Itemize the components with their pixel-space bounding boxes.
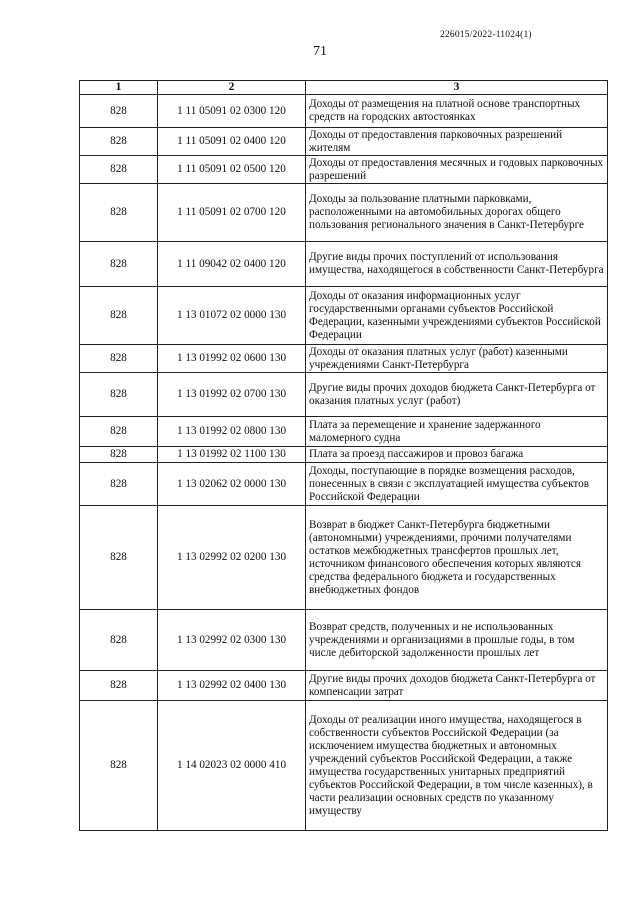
revenue-name-cell: Доходы от размещения на платной основе транспортных средств на городских автостоянках bbox=[306, 95, 608, 128]
page-number: 71 bbox=[313, 44, 327, 59]
revenue-code-cell: 1 13 02992 02 0400 130 bbox=[158, 671, 306, 701]
table-row bbox=[80, 610, 608, 671]
admin-code-cell: 828 bbox=[80, 463, 158, 506]
revenue-name-cell: Плата за перемещение и хранение задержанного маломерного судна bbox=[306, 417, 608, 447]
table-row bbox=[80, 128, 608, 156]
admin-code-cell: 828 bbox=[80, 156, 158, 184]
revenue-code-cell: 1 13 01992 02 1100 130 bbox=[158, 447, 306, 463]
revenue-code-cell: 1 11 09042 02 0400 120 bbox=[158, 242, 306, 287]
admin-code-cell: 828 bbox=[80, 506, 158, 610]
admin-code-cell: 828 bbox=[80, 128, 158, 156]
table-row bbox=[80, 345, 608, 373]
admin-code-cell: 828 bbox=[80, 373, 158, 417]
revenue-code-cell: 1 13 01992 02 0600 130 bbox=[158, 345, 306, 373]
revenue-name-cell: Другие виды прочих доходов бюджета Санкт-Петербурга от компенсации затрат bbox=[306, 671, 608, 701]
revenue-name-cell: Доходы от оказания информационных услуг государственными органами субъектов Российской Федерации, казенными учреждениями субъектов Российской Федерации bbox=[306, 287, 608, 345]
revenue-code-cell: 1 13 01072 02 0000 130 bbox=[158, 287, 306, 345]
revenue-name-cell: Плата за проезд пассажиров и провоз багажа bbox=[306, 447, 608, 463]
table-row bbox=[80, 184, 608, 242]
document-id: 226015/2022-11024(1) bbox=[440, 30, 532, 40]
table-header-row bbox=[80, 81, 608, 95]
table-row bbox=[80, 373, 608, 417]
column-header-2: 2 bbox=[158, 81, 306, 95]
table-row bbox=[80, 671, 608, 701]
admin-code-cell: 828 bbox=[80, 184, 158, 242]
revenue-name-cell: Другие виды прочих поступлений от использования имущества, находящегося в собственности Санкт-Петербурга bbox=[306, 242, 608, 287]
admin-code-cell: 828 bbox=[80, 345, 158, 373]
column-header-1: 1 bbox=[80, 81, 158, 95]
admin-code-cell: 828 bbox=[80, 447, 158, 463]
table-row bbox=[80, 287, 608, 345]
admin-code-cell: 828 bbox=[80, 671, 158, 701]
admin-code-cell: 828 bbox=[80, 701, 158, 831]
revenue-code-cell: 1 11 05091 02 0500 120 bbox=[158, 156, 306, 184]
revenue-code-cell: 1 11 05091 02 0700 120 bbox=[158, 184, 306, 242]
revenue-code-cell: 1 13 01992 02 0700 130 bbox=[158, 373, 306, 417]
revenue-name-cell: Возврат в бюджет Санкт-Петербурга бюджетными (автономными) учреждениями, прочими получателями остатков межбюджетных трансфертов прошлых лет, источником финансового обеспечения которых являются средства федерального бюджета и государственных внебюджетных фондов bbox=[306, 506, 608, 610]
table-row bbox=[80, 447, 608, 463]
revenue-code-cell: 1 13 02992 02 0200 130 bbox=[158, 506, 306, 610]
column-header-3: 3 bbox=[306, 81, 608, 95]
admin-code-cell: 828 bbox=[80, 610, 158, 671]
revenue-code-cell: 1 14 02023 02 0000 410 bbox=[158, 701, 306, 831]
revenue-code-cell: 1 13 02062 02 0000 130 bbox=[158, 463, 306, 506]
revenue-name-cell: Доходы, поступающие в порядке возмещения расходов, понесенных в связи с эксплуатацией имущества субъектов Российской Федерации bbox=[306, 463, 608, 506]
revenue-name-cell: Другие виды прочих доходов бюджета Санкт-Петербурга от оказания платных услуг (работ) bbox=[306, 373, 608, 417]
revenue-name-cell: Доходы от предоставления парковочных разрешений жителям bbox=[306, 128, 608, 156]
table-row bbox=[80, 506, 608, 610]
table-row bbox=[80, 95, 608, 128]
revenue-name-cell: Доходы за пользование платными парковками, расположенными на автомобильных дорогах общего пользования регионального значения в Санкт-Петербурге bbox=[306, 184, 608, 242]
admin-code-cell: 828 bbox=[80, 242, 158, 287]
revenue-code-cell: 1 13 01992 02 0800 130 bbox=[158, 417, 306, 447]
revenue-name-cell: Доходы от оказания платных услуг (работ) казенными учреждениями Санкт-Петербурга bbox=[306, 345, 608, 373]
revenue-name-cell: Возврат средств, полученных и не использованных учреждениями и организациями в прошлые годы, в том числе дебиторской задолженности прошлых лет bbox=[306, 610, 608, 671]
table-row bbox=[80, 156, 608, 184]
revenue-code-cell: 1 11 05091 02 0300 120 bbox=[158, 95, 306, 128]
revenue-name-cell: Доходы от реализации иного имущества, находящегося в собственности субъектов Российской Федерации (за исключением имущества бюджетных и автономных учреждений субъектов Российской Федерации, а также имущества государственных унитарных предприятий субъектов Российской Федерации, в том числе казенных), в части реализации основных средств по указанному имуществу bbox=[306, 701, 608, 831]
revenue-code-cell: 1 11 05091 02 0400 120 bbox=[158, 128, 306, 156]
admin-code-cell: 828 bbox=[80, 287, 158, 345]
table-row bbox=[80, 463, 608, 506]
admin-code-cell: 828 bbox=[80, 417, 158, 447]
admin-code-cell: 828 bbox=[80, 95, 158, 128]
table-row bbox=[80, 242, 608, 287]
table-row bbox=[80, 417, 608, 447]
table-row bbox=[80, 701, 608, 831]
revenue-code-cell: 1 13 02992 02 0300 130 bbox=[158, 610, 306, 671]
revenue-codes-table bbox=[79, 80, 608, 831]
revenue-name-cell: Доходы от предоставления месячных и годовых парковочных разрешений bbox=[306, 156, 608, 184]
